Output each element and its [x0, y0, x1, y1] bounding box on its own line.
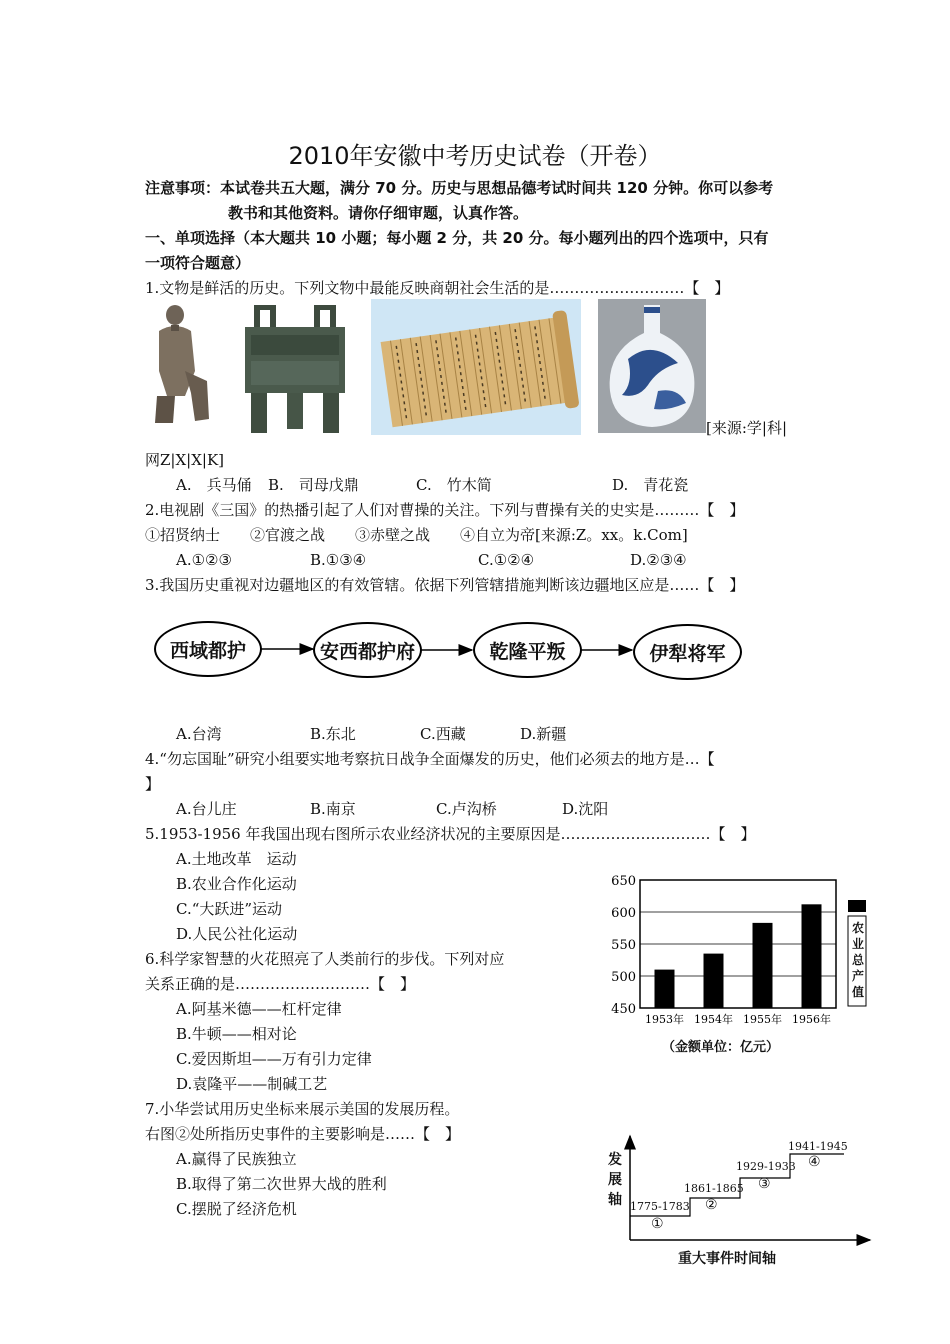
- timeline-period-1: 1775-1783: [630, 1200, 690, 1213]
- x-tick-label: 1956年: [792, 1013, 831, 1026]
- section1-heading-1: 一、单项选择（本大题共 10 小题；每小题 2 分，共 20 分。每小题列出的四个选项中，只有: [145, 229, 769, 247]
- q1-source-a: [来源:学|科|: [706, 419, 788, 437]
- terracotta-warrior-image: [145, 301, 215, 429]
- y-tick-label: 450: [611, 1002, 636, 1017]
- q1-option-a[interactable]: A. 兵马俑: [176, 476, 252, 494]
- q1-option-d[interactable]: D. 青花瓷: [612, 476, 689, 494]
- q2-option-a[interactable]: A.①②③: [176, 551, 232, 569]
- bar-1955年: [753, 923, 773, 1008]
- q4-option-b[interactable]: B.南京: [310, 800, 356, 818]
- timeline-xlabel: 重大事件时间轴: [678, 1251, 776, 1267]
- q1-source-b: 网Z|X|X|K]: [145, 451, 224, 469]
- q3-option-d[interactable]: D.新疆: [520, 725, 567, 743]
- q2-option-c[interactable]: C.①②④: [478, 551, 535, 569]
- q7-option-b[interactable]: B.取得了第二次世界大战的胜利: [176, 1175, 387, 1193]
- q3-option-c[interactable]: C.西藏: [420, 725, 466, 743]
- blue-white-porcelain-image: [598, 299, 706, 433]
- q6-option-c[interactable]: C.爱因斯坦——万有引力定律: [176, 1050, 372, 1068]
- q5-option-b[interactable]: B.农业合作化运动: [176, 875, 297, 893]
- section1-heading-2: 一项符合题意）: [145, 254, 251, 272]
- q4-option-a[interactable]: A.台儿庄: [176, 800, 237, 818]
- timeline-period-3: 1929-1933: [736, 1160, 796, 1173]
- q3-stem: 3.我国历史重视对边疆地区的有效管辖。依据下列管辖措施判断该边疆地区应是……【 】: [145, 576, 745, 594]
- y-tick-label: 500: [611, 970, 636, 985]
- chart-unit-note: （金额单位：亿元）: [662, 1040, 780, 1055]
- y-tick-label: 600: [611, 906, 636, 921]
- y-tick-label: 550: [611, 938, 636, 953]
- q6-option-a[interactable]: A.阿基米德——杠杆定律: [176, 1000, 342, 1018]
- q7-stem-2: 右图②处所指历史事件的主要影响是……【 】: [145, 1125, 461, 1143]
- timeline-mark-4: ④: [808, 1154, 821, 1170]
- notice-line-2: 教书和其他资料。请你仔细审题，认真作答。: [228, 204, 529, 222]
- timeline-period-4: 1941-1945: [788, 1140, 848, 1153]
- q6-stem-1: 6.科学家智慧的火花照亮了人类前行的步伐。下列对应: [145, 950, 505, 968]
- q2-items: ①招贤纳士 ②官渡之战 ③赤壁之战 ④自立为帝[来源:Z。xx。k.Com]: [145, 526, 688, 544]
- legend-label: 农业总产值: [851, 921, 864, 999]
- q5-option-d[interactable]: D.人民公社化运动: [176, 925, 298, 943]
- q5-option-c[interactable]: C.“大跃进”运动: [176, 900, 283, 918]
- agri-output-bar-chart: [600, 868, 872, 1058]
- q1-stem: 1.文物是鲜活的历史。下列文物中最能反映商朝社会生活的是………………………【 】: [145, 279, 730, 297]
- q7-option-c[interactable]: C.摆脱了经济危机: [176, 1200, 297, 1218]
- bar-1956年: [802, 904, 822, 1008]
- q6-option-b[interactable]: B.牛顿——相对论: [176, 1025, 297, 1043]
- timeline-mark-3: ③: [758, 1176, 771, 1192]
- q4-stem-end: 】: [145, 775, 161, 793]
- q4-stem: 4.“勿忘国耻”研究小组要实地考察抗日战争全面爆发的历史，他们必须去的地方是…【: [145, 750, 715, 768]
- q5-stem: 5.1953-1956 年我国出现右图所示农业经济状况的主要原因是…………………………【 】: [145, 825, 756, 843]
- legend-swatch: [848, 900, 866, 912]
- x-tick-label: 1953年: [645, 1013, 684, 1026]
- bar-1953年: [655, 970, 675, 1008]
- timeline-period-2: 1861-1865: [684, 1182, 744, 1195]
- q3-option-a[interactable]: A.台湾: [176, 725, 222, 743]
- flow-node-4: 伊犁将军: [633, 624, 742, 680]
- q4-option-c[interactable]: C.卢沟桥: [436, 800, 497, 818]
- q1-option-b[interactable]: B. 司母戊鼎: [268, 476, 359, 494]
- page-title: 2010年安徽中考历史试卷（开卷）: [288, 142, 662, 170]
- timeline-ylabel: 发展轴: [608, 1152, 622, 1208]
- flow-node-1: 西域都护: [154, 621, 262, 677]
- q5-option-a[interactable]: A.土地改革 运动: [176, 850, 297, 868]
- q6-stem-2: 关系正确的是………………………【 】: [145, 975, 416, 993]
- q3-option-b[interactable]: B.东北: [310, 725, 356, 743]
- q2-stem: 2.电视剧《三国》的热播引起了人们对曹操的关注。下列与曹操有关的史实是………【 】: [145, 501, 745, 519]
- q7-stem-1: 7.小华尝试用历史坐标来展示美国的发展历程。: [145, 1100, 460, 1118]
- timeline-mark-1: ①: [651, 1216, 664, 1232]
- flow-node-3: 乾隆平叛: [473, 622, 582, 678]
- bamboo-slips-image: [371, 299, 581, 435]
- notice-line-1: 注意事项：本试卷共五大题，满分 70 分。历史与思想品德考试时间共 120 分钟。你可以参考: [145, 179, 774, 197]
- q2-option-d[interactable]: D.②③④: [630, 551, 687, 569]
- q6-option-d[interactable]: D.袁隆平——制碱工艺: [176, 1075, 328, 1093]
- x-tick-label: 1954年: [694, 1013, 733, 1026]
- q7-option-a[interactable]: A.赢得了民族独立: [176, 1150, 297, 1168]
- x-tick-label: 1955年: [743, 1013, 782, 1026]
- q2-option-b[interactable]: B.①③④: [310, 551, 367, 569]
- q1-option-c[interactable]: C. 竹木简: [416, 476, 492, 494]
- simuwu-ding-image: [237, 305, 353, 435]
- bar-1954年: [704, 954, 724, 1008]
- q4-option-d[interactable]: D.沈阳: [562, 800, 609, 818]
- flow-node-2: 安西都护府: [313, 622, 422, 678]
- timeline-mark-2: ②: [705, 1197, 718, 1213]
- y-tick-label: 650: [611, 874, 636, 889]
